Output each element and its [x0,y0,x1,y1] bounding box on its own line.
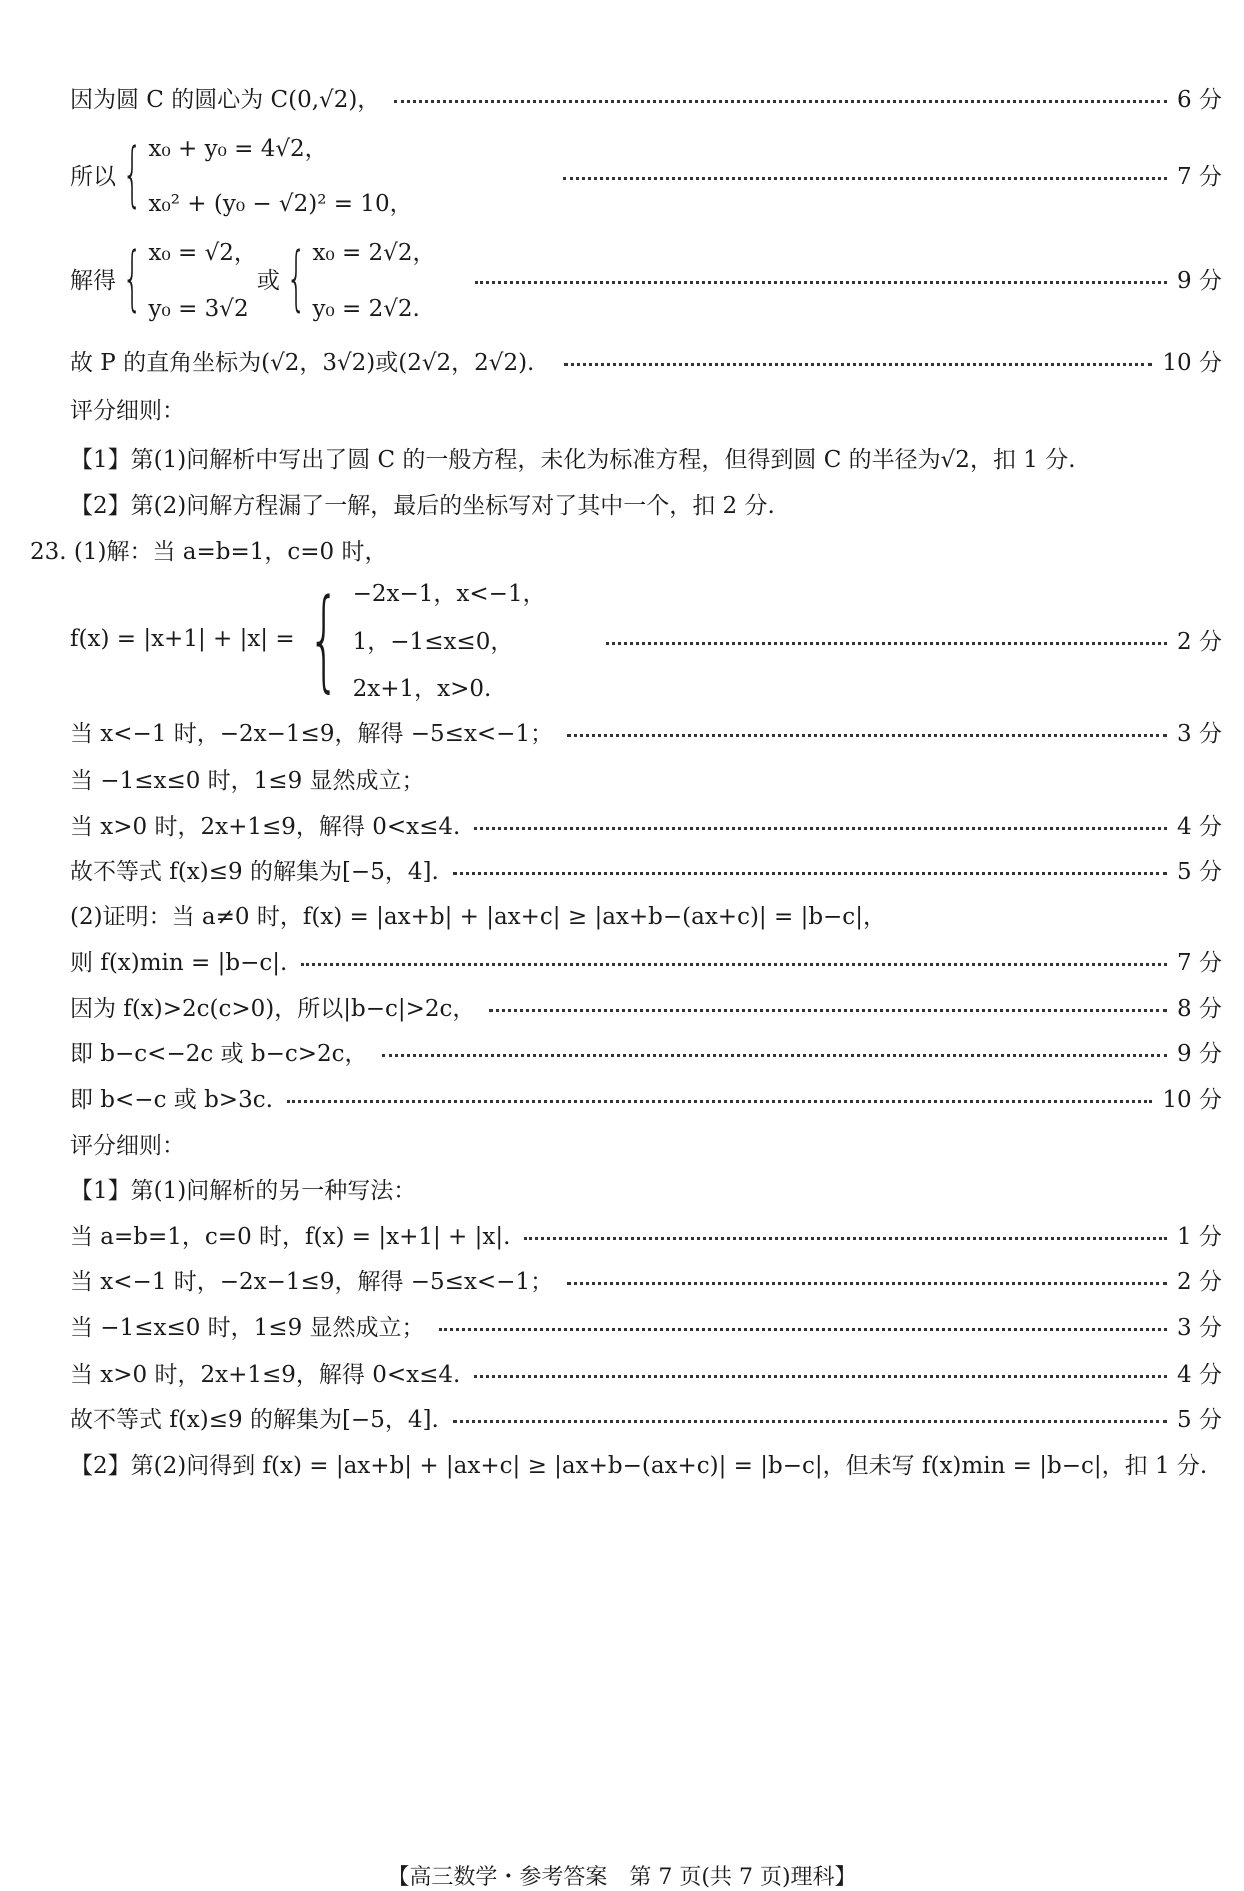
dot-leader [474,1375,1167,1378]
line-text: 故不等式 f(x)≤9 的解集为[−5，4]. [70,858,439,885]
dot-leader [382,1054,1168,1057]
dot-leader [567,1282,1167,1285]
line-text: 则 f(x)min = |b−c|. [70,949,288,976]
or-label: 或 [256,267,280,294]
system-row: x₀ = 2√2， [312,240,436,266]
solution-line [70,852,1222,886]
solution-system [70,232,1222,324]
dot-leader [301,963,1167,966]
rubric-item: 【1】第(1)问解析中写出了圆 C 的一般方程，未化为标准方程，但得到圆 C 的半径为√2，扣 1 分. [70,446,1076,473]
dot-leader [489,1009,1167,1012]
score-label: 4 分 [1177,1361,1222,1388]
solution-line [70,343,1222,377]
question-header: 23. (1)解：当 a=b=1，c=0 时， [30,538,388,565]
left-brace-icon: { [122,133,143,215]
system-row: x₀² + (y₀ − √2)² = 10， [148,191,413,217]
rubric-step [70,1400,1222,1434]
function-lhs: f(x) = |x+1| + |x| = [70,626,295,652]
brace-group [280,234,436,322]
piecewise-row: 2x+1，x>0. [352,676,492,702]
score-label: 9 分 [1177,267,1222,294]
rubric-step [70,1308,1222,1342]
solution-line [70,80,1222,114]
score-label: 7 分 [1177,949,1222,976]
score-label: 4 分 [1177,813,1222,840]
system-row: x₀ + y₀ = 4√2， [148,136,328,162]
solution-line: 当 −1≤x≤0 时，1≤9 显然成立； [70,767,425,794]
solution-line: (2)证明：当 a≠0 时，f(x) = |ax+b| + |ax+c| ≥ |ax+b−(ax+c)| = |b−c|， [70,903,886,930]
rubric-step [70,1262,1222,1296]
rubric-item: 【2】第(2)问得到 f(x) = |ax+b| + |ax+c| ≥ |ax+b−(ax+c)| = |b−c|，但未写 f(x)min = |b−c|，扣 1 分. [70,1452,1208,1479]
rubric-title: 评分细则： [70,1132,185,1159]
line-text: 因为 f(x)>2c(c>0)，所以|b−c|>2c， [70,995,476,1022]
line-text: 当 x<−1 时，−2x−1≤9，解得 −5≤x<−1； [70,720,554,747]
score-label: 7 分 [1177,163,1222,190]
score-label: 5 分 [1177,858,1222,885]
rubric-item: 【1】第(1)问解析的另一种写法： [70,1177,417,1204]
dot-leader [453,872,1167,875]
system-row: x₀ = √2， [148,240,257,266]
score-label: 2 分 [1177,628,1222,655]
score-label: 6 分 [1177,86,1222,113]
rubric-step [70,1355,1222,1389]
dot-leader [564,363,1152,366]
line-text: 当 −1≤x≤0 时，1≤9 显然成立； [70,1314,425,1341]
score-label: 2 分 [1177,1268,1222,1295]
score-label: 5 分 [1177,1406,1222,1433]
left-brace-icon: { [307,575,340,703]
solution-line [70,989,1222,1023]
line-text: 当 a=b=1，c=0 时，f(x) = |x+1| + |x|. [70,1223,511,1250]
brace-group [116,130,413,218]
score-label: 9 分 [1177,1040,1222,1067]
left-brace-icon: { [286,237,307,319]
rubric-item: 【2】第(2)问解方程漏了一解，最后的坐标写对了其中一个，扣 2 分. [70,492,775,519]
solution-line [70,1034,1222,1068]
dot-leader [439,1328,1168,1331]
rubric-title: 评分细则： [70,397,185,424]
dot-leader [606,642,1167,645]
score-label: 8 分 [1177,995,1222,1022]
dot-leader [474,827,1167,830]
line-text: 当 x>0 时，2x+1≤9，解得 0<x≤4. [70,813,461,840]
line-text: 因为圆 C 的圆心为 C(0,√2)， [70,86,381,113]
line-text: 故不等式 f(x)≤9 的解集为[−5，4]. [70,1406,439,1433]
piecewise-row: −2x−1，x<−1， [352,581,546,607]
dot-leader [567,734,1167,737]
piecewise-function [70,572,1222,706]
line-text: 当 x<−1 时，−2x−1≤9，解得 −5≤x<−1； [70,1268,554,1295]
dot-leader [475,281,1167,284]
solution-line [70,714,1222,748]
dot-leader [524,1237,1167,1240]
score-label: 10 分 [1162,349,1222,376]
line-text: 当 x>0 时，2x+1≤9，解得 0<x≤4. [70,1361,461,1388]
dot-leader [394,100,1167,103]
line-text: 即 b−c<−2c 或 b−c>2c， [70,1040,368,1067]
score-label: 10 分 [1162,1086,1222,1113]
rubric-step [70,1217,1222,1251]
solution-line [70,1080,1222,1114]
solution-line [70,807,1222,841]
brace-group [295,575,546,703]
line-text: 即 b<−c 或 b>3c. [70,1086,273,1113]
score-label: 1 分 [1177,1223,1222,1250]
score-label: 3 分 [1177,720,1222,747]
left-brace-icon: { [122,237,143,319]
equation-system [70,128,1222,220]
dot-leader [287,1100,1153,1103]
system-row: y₀ = 2√2. [312,296,420,322]
solution-line [70,943,1222,977]
dot-leader [453,1420,1167,1423]
score-label: 3 分 [1177,1314,1222,1341]
system-row: y₀ = 3√2 [148,296,249,322]
line-text: 故 P 的直角坐标为(√2，3√2)或(2√2，2√2). [70,349,535,376]
piecewise-row: 1，−1≤x≤0， [352,628,514,655]
dot-leader [563,177,1167,180]
system-label: 解得 [70,267,116,294]
brace-group [116,234,257,322]
system-label: 所以 [70,163,116,190]
page-footer: 【高三数学・参考答案 第 7 页(共 7 页)理科】 [387,1865,857,1890]
